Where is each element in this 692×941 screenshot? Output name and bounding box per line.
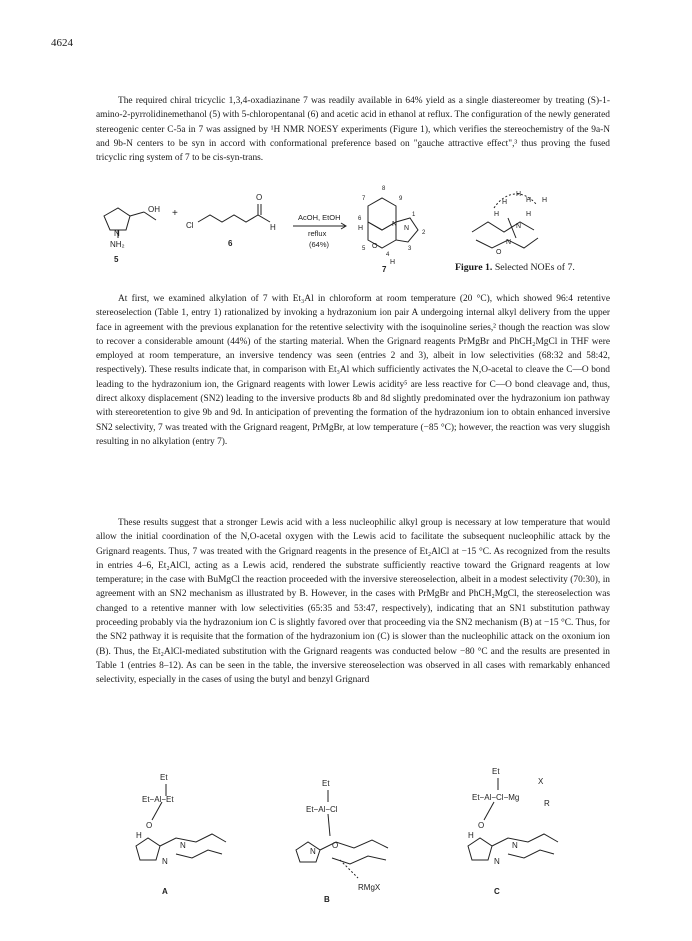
- noe-h-1: H: [502, 199, 508, 206]
- paragraph-intro: The required chiral tricyclic 1,3,4-oxadiazinane 7 was readily available in 64% yield as a single diastereomer by treating (S)-1-amino-2-pyrrolidinemethanol (5) with 5-chloropentanal (6) and acetic acid in ethanol at reflux. The configuration of the newly generated stereogenic center C-5a in 7 was assigned by ¹H NMR NOESY experiments (Figure 1), which verifies the stereochemistry of the 9a-N and 9b-N centers to be syn in accord with conformational preference based on "gauche attractive effect",³ thus proving the fused tricyclic ring system of 7 to be cis-syn-trans.: [96, 96, 610, 164]
- cmpd5-oh: OH: [148, 205, 160, 214]
- locant-5: 5: [362, 246, 366, 252]
- structA-label: A: [162, 887, 168, 896]
- structC-n: N: [494, 857, 500, 866]
- cmpd5-label: 5: [114, 255, 119, 264]
- structA-ring-lower: [176, 850, 222, 858]
- locant-9: 9: [399, 196, 403, 202]
- structC-r: R: [544, 799, 550, 808]
- structC-al-row: Et−Al−Cl−Mg: [472, 793, 520, 802]
- cond-yield: (64%): [309, 240, 330, 249]
- locant-7: 7: [362, 196, 366, 202]
- noe-n-2: N: [506, 239, 512, 246]
- structC-et-top: Et: [492, 767, 500, 776]
- paragraph-lewis-acid: These results suggest that a stronger Lewis acid with a less nucleophilic alkyl group is necessary at low temperature that would allow the initial coordination of the N,O-acetal oxygen with the Lewis acid to facilitate the subsequent nucleophilic attack by the Grignard reagents. Thus, 7 was treated with the Grignard reagents in the presence of Et₂AlCl at −15 °C. As recognized from the results in entries 4–6, Et₂AlCl, acting as a Lewis acid, rendered the substrate sufficiently reactive toward the Grignard reagents at low temperature; in the case with BuMgCl the reaction proceeded with the inversive stereoselection, albeit in a modest selectivity (70:30), in agreement with an SN2 mechanism as illustrated by B. However, in the cases with PrMgBr and PhCH₂MgCl, the stereoselection was changed to a retentive manner with low selectivities (65:35 and 53:47, respectively), indicating that an SN1 substitution pathway proceeding probably via the hydrazonium ion C is slightly favored over that proceeding via the SN2 mechanism (B) at −15 °C. Thus, for the SN2 pathway it is requisite that the formation of the hydrazonium ion (C) is slower than the nucleophilic attack on the oxonium ion (B). Thus, the Et₂AlCl-mediated substitution with the Grignard reagents was conducted below −80 °C and the results are presented in Table 1 (entries 8–12). As can be seen in the table, the inversive stereoselection was observed in all cases with remarkably enhanced selectivity, especially in the cases of using the butyl and benzyl Grignard: [96, 518, 610, 686]
- atom-h-b: H: [390, 259, 396, 266]
- noe-h-5: H: [494, 211, 500, 218]
- structB-chain: [320, 840, 388, 850]
- structA-et-top: Et: [160, 773, 168, 782]
- noe-h-2: H: [516, 191, 522, 198]
- structA-o: O: [146, 821, 153, 830]
- structA-al-o-bond: [152, 802, 162, 820]
- cmpd7-label: 7: [382, 265, 387, 274]
- structB-al-o-bond: [328, 814, 330, 836]
- structB-label: B: [324, 895, 330, 904]
- noe-h-3: H: [526, 197, 532, 204]
- figure-caption-label: Figure 1.: [455, 262, 493, 273]
- locant-2: 2: [422, 230, 426, 236]
- locant-1: 1: [412, 212, 416, 218]
- atom-n-a: N: [392, 221, 398, 228]
- noe-h-4: H: [542, 197, 548, 204]
- mechanism-structures: [96, 762, 610, 912]
- paragraph-alkylation: At first, we examined alkylation of 7 with Et₃Al in chloroform at room temperature (20 °C), which showed 96:4 retentive stereoselection (Table 1, entry 1) rationalized by invoking a hydrazonium ion pair A undergoing internal alkyl delivery from the upper face in agreement with the previous explanation for the retentive selectivity with the isoquinoline series,² though the reaction was slow to recover a considerable amount (44%) of the starting material. When the Grignard reagents PrMgBr and PhCH₂MgCl in THF were employed at room temperature, an inversive tendency was seen (entries 2 and 3), albeit in low selectivities (68:32 and 58:42, respectively). These results indicate that, in comparison with Et₃Al which sufficiently activates the N,O-acetal to cleave the C—O bond leading to the hydrazonium ion, the Grignard reagents with lower Lewis acidity⁵ are less reactive for C—O bond cleavage and, thus, direct alkoxy displacement (SN2) leading to the inversive products 8b and 8d slightly predominated over the hydrazonium ion pathway with stereoretention to give 9b and 9d. In anticipation of preventing the formation of the hydrazonium ion to obtain enhanced inversive SN2 selectivity, 7 was treated with the Grignard reagent, PrMgBr, at low temperature (−85 °C); however, the reaction was very sluggish resulting in no alkylation (entry 7).: [96, 294, 610, 447]
- noe-h-6: H: [526, 211, 532, 218]
- plus-sign: +: [172, 208, 178, 219]
- structC-nplus: N: [512, 841, 518, 850]
- structB-al-row: Et−Al−Cl: [306, 805, 338, 814]
- cmpd5-n: N: [114, 229, 120, 238]
- structA-nplus: N: [180, 841, 186, 850]
- cmpd5-nh2: NH₂: [110, 240, 125, 249]
- cmpd6-label: 6: [228, 239, 233, 248]
- cmpd6-o: O: [256, 193, 263, 202]
- structures-svg: [96, 762, 610, 912]
- locant-8: 8: [382, 186, 386, 192]
- structA-h: H: [136, 831, 142, 840]
- cmpd5-ring: [104, 208, 130, 230]
- cond-reflux: reflux: [308, 229, 327, 238]
- structC-chain: [492, 834, 558, 846]
- structC-ring-lower: [508, 850, 554, 858]
- locant-4: 4: [386, 252, 390, 258]
- structA-n: N: [162, 857, 168, 866]
- locant-3: 3: [408, 246, 412, 252]
- structC-al-o-bond: [484, 802, 494, 820]
- structC-h: H: [468, 831, 474, 840]
- noe-n-1: N: [516, 223, 522, 230]
- structA-chain: [160, 834, 226, 846]
- figure-caption-text: Selected NOEs of 7.: [494, 262, 575, 273]
- cmpd6-cl: Cl: [186, 221, 194, 230]
- structA-pyrrolidine: [136, 838, 160, 860]
- atom-n-b: N: [404, 225, 410, 232]
- cmpd6-h: H: [270, 223, 276, 232]
- structB-oplus: O: [332, 841, 339, 850]
- structC-label: C: [494, 887, 500, 896]
- structC-x: X: [538, 777, 544, 786]
- structB-attack-arrow: [340, 860, 358, 878]
- noe-chair: [472, 222, 534, 232]
- structA-al-row: Et−Al−Et: [142, 795, 174, 804]
- noe-bridge: [508, 218, 516, 238]
- structC-pyrrolidine: [468, 838, 492, 860]
- cmpd6-chain: [198, 215, 270, 222]
- atom-o: O: [372, 243, 378, 250]
- atom-h-a: H: [358, 225, 364, 232]
- structB-et-top: Et: [322, 779, 330, 788]
- cmpd5-ch2-bond: [130, 212, 144, 216]
- figure-caption: [455, 262, 575, 273]
- structB-n: N: [310, 847, 316, 856]
- cond-reagent: AcOH, EtOH: [298, 213, 341, 222]
- page-number: 4624: [51, 37, 73, 49]
- structB-rmgx: RMgX: [358, 883, 381, 892]
- noe-o: O: [496, 249, 502, 256]
- structC-o: O: [478, 821, 485, 830]
- locant-6: 6: [358, 216, 362, 222]
- structB-pyrrolidine: [296, 842, 320, 862]
